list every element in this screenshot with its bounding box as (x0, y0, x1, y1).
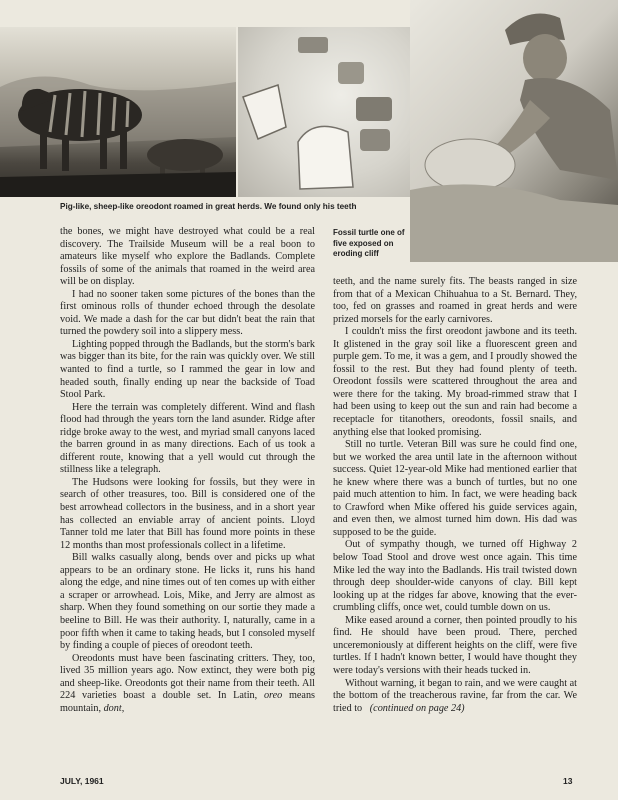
paragraph-text: Without warning, it began to rain, and we were caught at the bottom of the treacherous ravine, far from the car. We tried to (333, 677, 577, 714)
fossil-teeth-photo (238, 27, 410, 197)
latin-word-oreo: oreo (263, 690, 283, 702)
paragraph: I couldn't miss the first oreodont jawbone and its teeth. It glistened in the gray soil like a fluorescent green and purple gem. To me, it was a gem, and I proudly showed the fossil to the rest. But they had found plenty of teeth. Oreodont fossils were scattered throughout the area and were there for the taking. My broad-rimmed straw that I had been using to keep out the sun and rain had become a receptacle for titanothers, oreodonts, fossil snails, and anything else that looked promising. (333, 326, 577, 438)
main-photo-caption: Pig-like, sheep-like oreodont roamed in great herds. We found only his teeth (60, 202, 357, 211)
paragraph: teeth, and the name surely fits. The beasts ranged in size from that of a Mexican Chihuahua to a St. Bernard. They, too, fed on grasses and roamed in great herds and were prized morsels for the early carnivores. (333, 276, 577, 325)
page-number: 13 (563, 776, 573, 786)
paragraph: the bones, we might have destroyed what could be a real discovery. The Trailside Museum will be a real boon to amateurs like myself who explore the Badlands. Complete fossils of some of the animals that roamed in the weird area will be on display. (60, 226, 315, 288)
left-text-column (60, 226, 315, 715)
paragraph: Still no turtle. Veteran Bill was sure he could find one, but we worked the area until late in the afternoon without success. Quiet 12-year-old Mike had mentioned earlier that he knew where there was a bunch of turtles, but no one paid much attention to him. In fact, we were heading back to Crawford when Mike offered his guide services again, and even then, we almost turned him down. His dad was supposed to be the guide. (333, 439, 577, 538)
right-text-column (333, 276, 577, 715)
paragraph-oreodonts (60, 653, 315, 716)
paragraph: Here the terrain was completely different. Wind and flash flood had through the years torn the land asunder. Ridge after ridge broke away to the west, and myriad small canyons laced the barren ground in as many directions. Each of us took a different route, knowing that a yell would cut through the stillness like a telegraph. (60, 401, 315, 476)
continued-note: (continued on page 24) (369, 702, 465, 714)
paragraph: The Hudsons were looking for fossils, but they were in search of other treasures, too. Bill is considered one of the best arrowhead collectors in the business, and in a short year has collected an enviable array of ancient points. Lloyd Tanner told me later that Bill has found more points in these 12 months than most professionals collect in a lifetime. (60, 476, 315, 551)
paragraph: Lighting popped through the Badlands, but the storm's bark was bigger than its bite, for the rain was quickly over. We still wanted to find a turtle, so I rammed the gear in low and headed south, finally ending up near the backside of Toad Stool Park. (60, 338, 315, 401)
side-photo-caption: Fossil turtle one of five exposed on eroding cliff (333, 228, 405, 258)
paragraph: Mike eased around a corner, then pointed proudly to his find. He should have been proud. There, perched unceremoniously at different heights on the cliff, were five turtles. If I hadn't known better, I would have thought they were today's versions with their heads tucked in. (333, 614, 577, 676)
paragraph-last (333, 678, 577, 716)
issue-date: JULY, 1961 (60, 776, 104, 786)
paragraph-text: means mountain, (60, 690, 316, 714)
turtle-fossil-photo (410, 0, 618, 262)
paragraph: I had no sooner taken some pictures of the bones than the first ominous rolls of thunder echoed through the desolate void. We made a dash for the car but didn't beat the rain that turned the powdery soil into a slippery mess. (60, 288, 315, 338)
paragraph-text: Oreodonts must have been fascinating critters. They, too, lived 35 million years ago. Now extinct, they were both pig and sheep-like. Oreodonts got their name from their teeth. All 224 varieties boast a double set. In Latin, (60, 652, 315, 702)
paragraph: Out of sympathy though, we turned off Highway 2 below Toad Stool and drove west once again. This time Mike led the way into the Badlands. His trail twisted down through deep shoulder-wide canyons of clay. Bill kept looking up at the ridges far above, knowing that the ever-crumbling cliffs, once wet, could tumble down on us. (333, 539, 577, 614)
latin-word-dont: dont, (103, 702, 125, 714)
oreodont-illustration (0, 27, 236, 197)
paragraph: Bill walks casually along, bends over and picks up what appears to be an ordinary stone. He licks it, runs his hand along the edge, and nine times out of ten comes up with either a scraper or arrowhead. Lois, Mike, and Jerry are almost as sharp. When they found something on our sortie they made a beeline to Bill. He was their authority. I, naturally, came in a poor fifth when it came to taking heads, but I consoled myself by finding a couple of pieces of oreodont teeth. (60, 552, 315, 652)
